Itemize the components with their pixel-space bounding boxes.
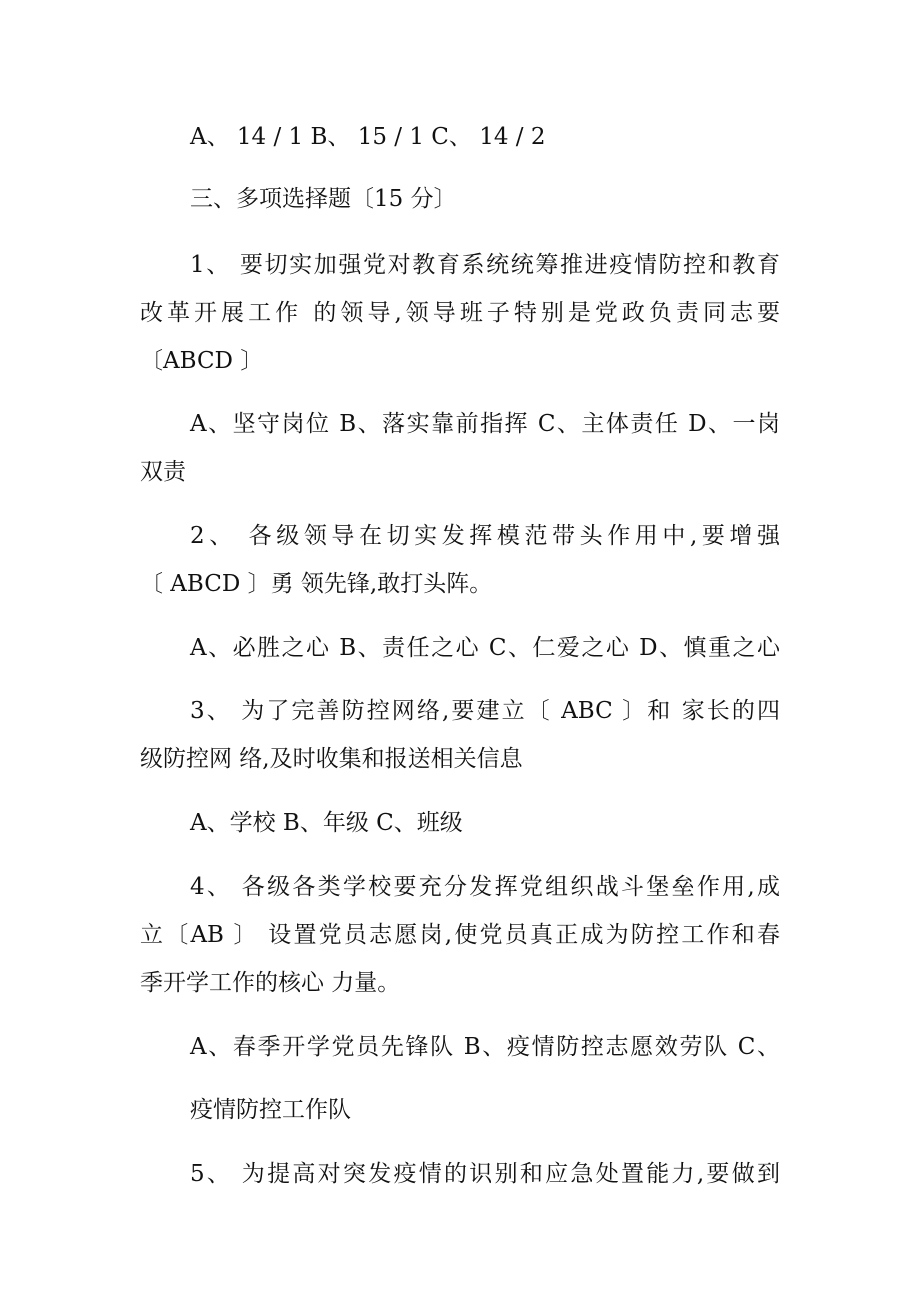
question-2-options: A、必胜之心 B、责任之心 C、仁爱之心 D、慎重之心 xyxy=(190,635,780,661)
question-2-text: 2、 各级领导在切实发挥模范带头作用中,要增强 xyxy=(190,523,780,549)
question-1-answer: 〔ABCD 〕 xyxy=(140,348,264,374)
question-4-text-end: 季开学工作的核心 力量。 xyxy=(140,970,401,996)
question-3-text-cont: 级防控网 络,及时收集和报送相关信息 xyxy=(140,746,523,772)
question-1-options: A、坚守岗位 B、落实靠前指挥 C、主体责任 D、一岗 xyxy=(190,411,780,437)
question-1-text: 1、 要切实加强党对教育系统统筹推进疫情防控和教育 xyxy=(190,252,780,278)
question-4-options-cont: 疫情防控工作队 xyxy=(190,1097,351,1123)
section-heading: 三、多项选择题〔15 分〕 xyxy=(190,186,457,212)
question-3-text: 3、 为了完善防控网络,要建立〔 ABC 〕和 家长的四 xyxy=(190,698,780,724)
question-4-text: 4、 各级各类学校要充分发挥党组织战斗堡垒作用,成 xyxy=(190,874,780,900)
question-1-text-cont: 改革开展工作 的领导,领导班子特别是党政负责同志要 xyxy=(140,300,780,326)
question-4-options: A、春季开学党员先锋队 B、疫情防控志愿效劳队 C、 xyxy=(190,1034,780,1060)
question-2-text-cont: 〔 ABCD 〕勇 领先锋,敢打头阵。 xyxy=(140,571,493,597)
question-4-text-cont: 立〔AB 〕 设置党员志愿岗,使党员真正成为防控工作和春 xyxy=(140,922,780,948)
answer-options-line: A、 14 / 1 B、 15 / 1 C、 14 / 2 xyxy=(190,124,546,150)
question-5-text: 5、 为提高对突发疫情的识别和应急处置能力,要做到 xyxy=(190,1161,780,1187)
question-1-options-cont: 双责 xyxy=(140,459,186,485)
question-3-options: A、学校 B、年级 C、班级 xyxy=(190,810,463,836)
